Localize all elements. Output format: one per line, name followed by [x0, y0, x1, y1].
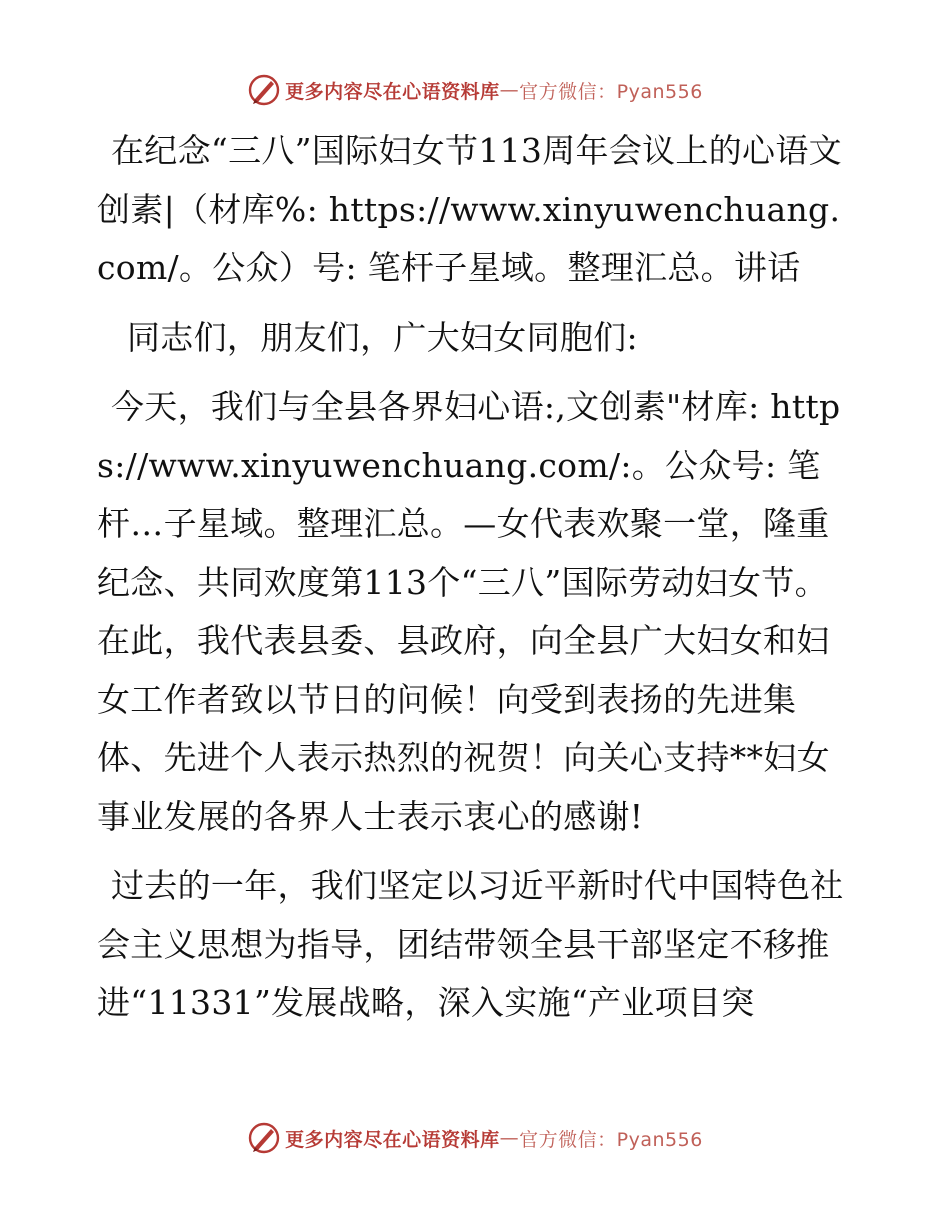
paragraph-review: 过去的一年，我们坚定以习近平新时代中国特色社会主义思想为指导，团结带领全县干部坚定不移推进“11331”发展战略，深入实施“产业项目突: [97, 866, 844, 1022]
pen-logo-icon: [247, 73, 281, 107]
pen-logo-icon: [247, 1121, 281, 1155]
watermark-dash: —: [499, 1127, 520, 1149]
speech-body: [97, 122, 857, 1044]
watermark-tail-text: 官方微信：Pyan556: [519, 80, 703, 103]
watermark-lead-text: 更多内容尽在心语资料库: [285, 1128, 500, 1151]
paragraph-title: 在纪念“三八”国际妇女节113周年会议上的心语文创素|（材库%: https://www.xinyuwenchuang.com/。公众）号: 笔杆子星域。整理汇总。讲话: [97, 131, 842, 287]
watermark-banner-top: [0, 70, 950, 110]
watermark-banner-bottom: [0, 1118, 950, 1158]
watermark-dash: —: [499, 79, 520, 101]
watermark-tail-text: 官方微信：Pyan556: [519, 1128, 703, 1151]
paragraph-greeting: 今天，我们与全县各界妇心语:,文创素"材库: https://www.xinyuwenchuang.com/:。公众号: 笔杆…子星域。整理汇总。—女代表欢聚一堂，隆重纪念、共同欢度第113个“三八”国际劳动妇女节。在此，我代表县委、县政府，向全县广大妇女和妇女工作者致以节日的问候！向受到表扬的先进集体、先进个人表示热烈的祝贺！向关心支持**妇女事业发展的各界人士表示衷心的感谢!: [97, 387, 841, 836]
watermark-lead-text: 更多内容尽在心语资料库: [285, 80, 500, 103]
paragraph-salutation: 同志们，朋友们，广大妇女同胞们:: [127, 317, 638, 357]
